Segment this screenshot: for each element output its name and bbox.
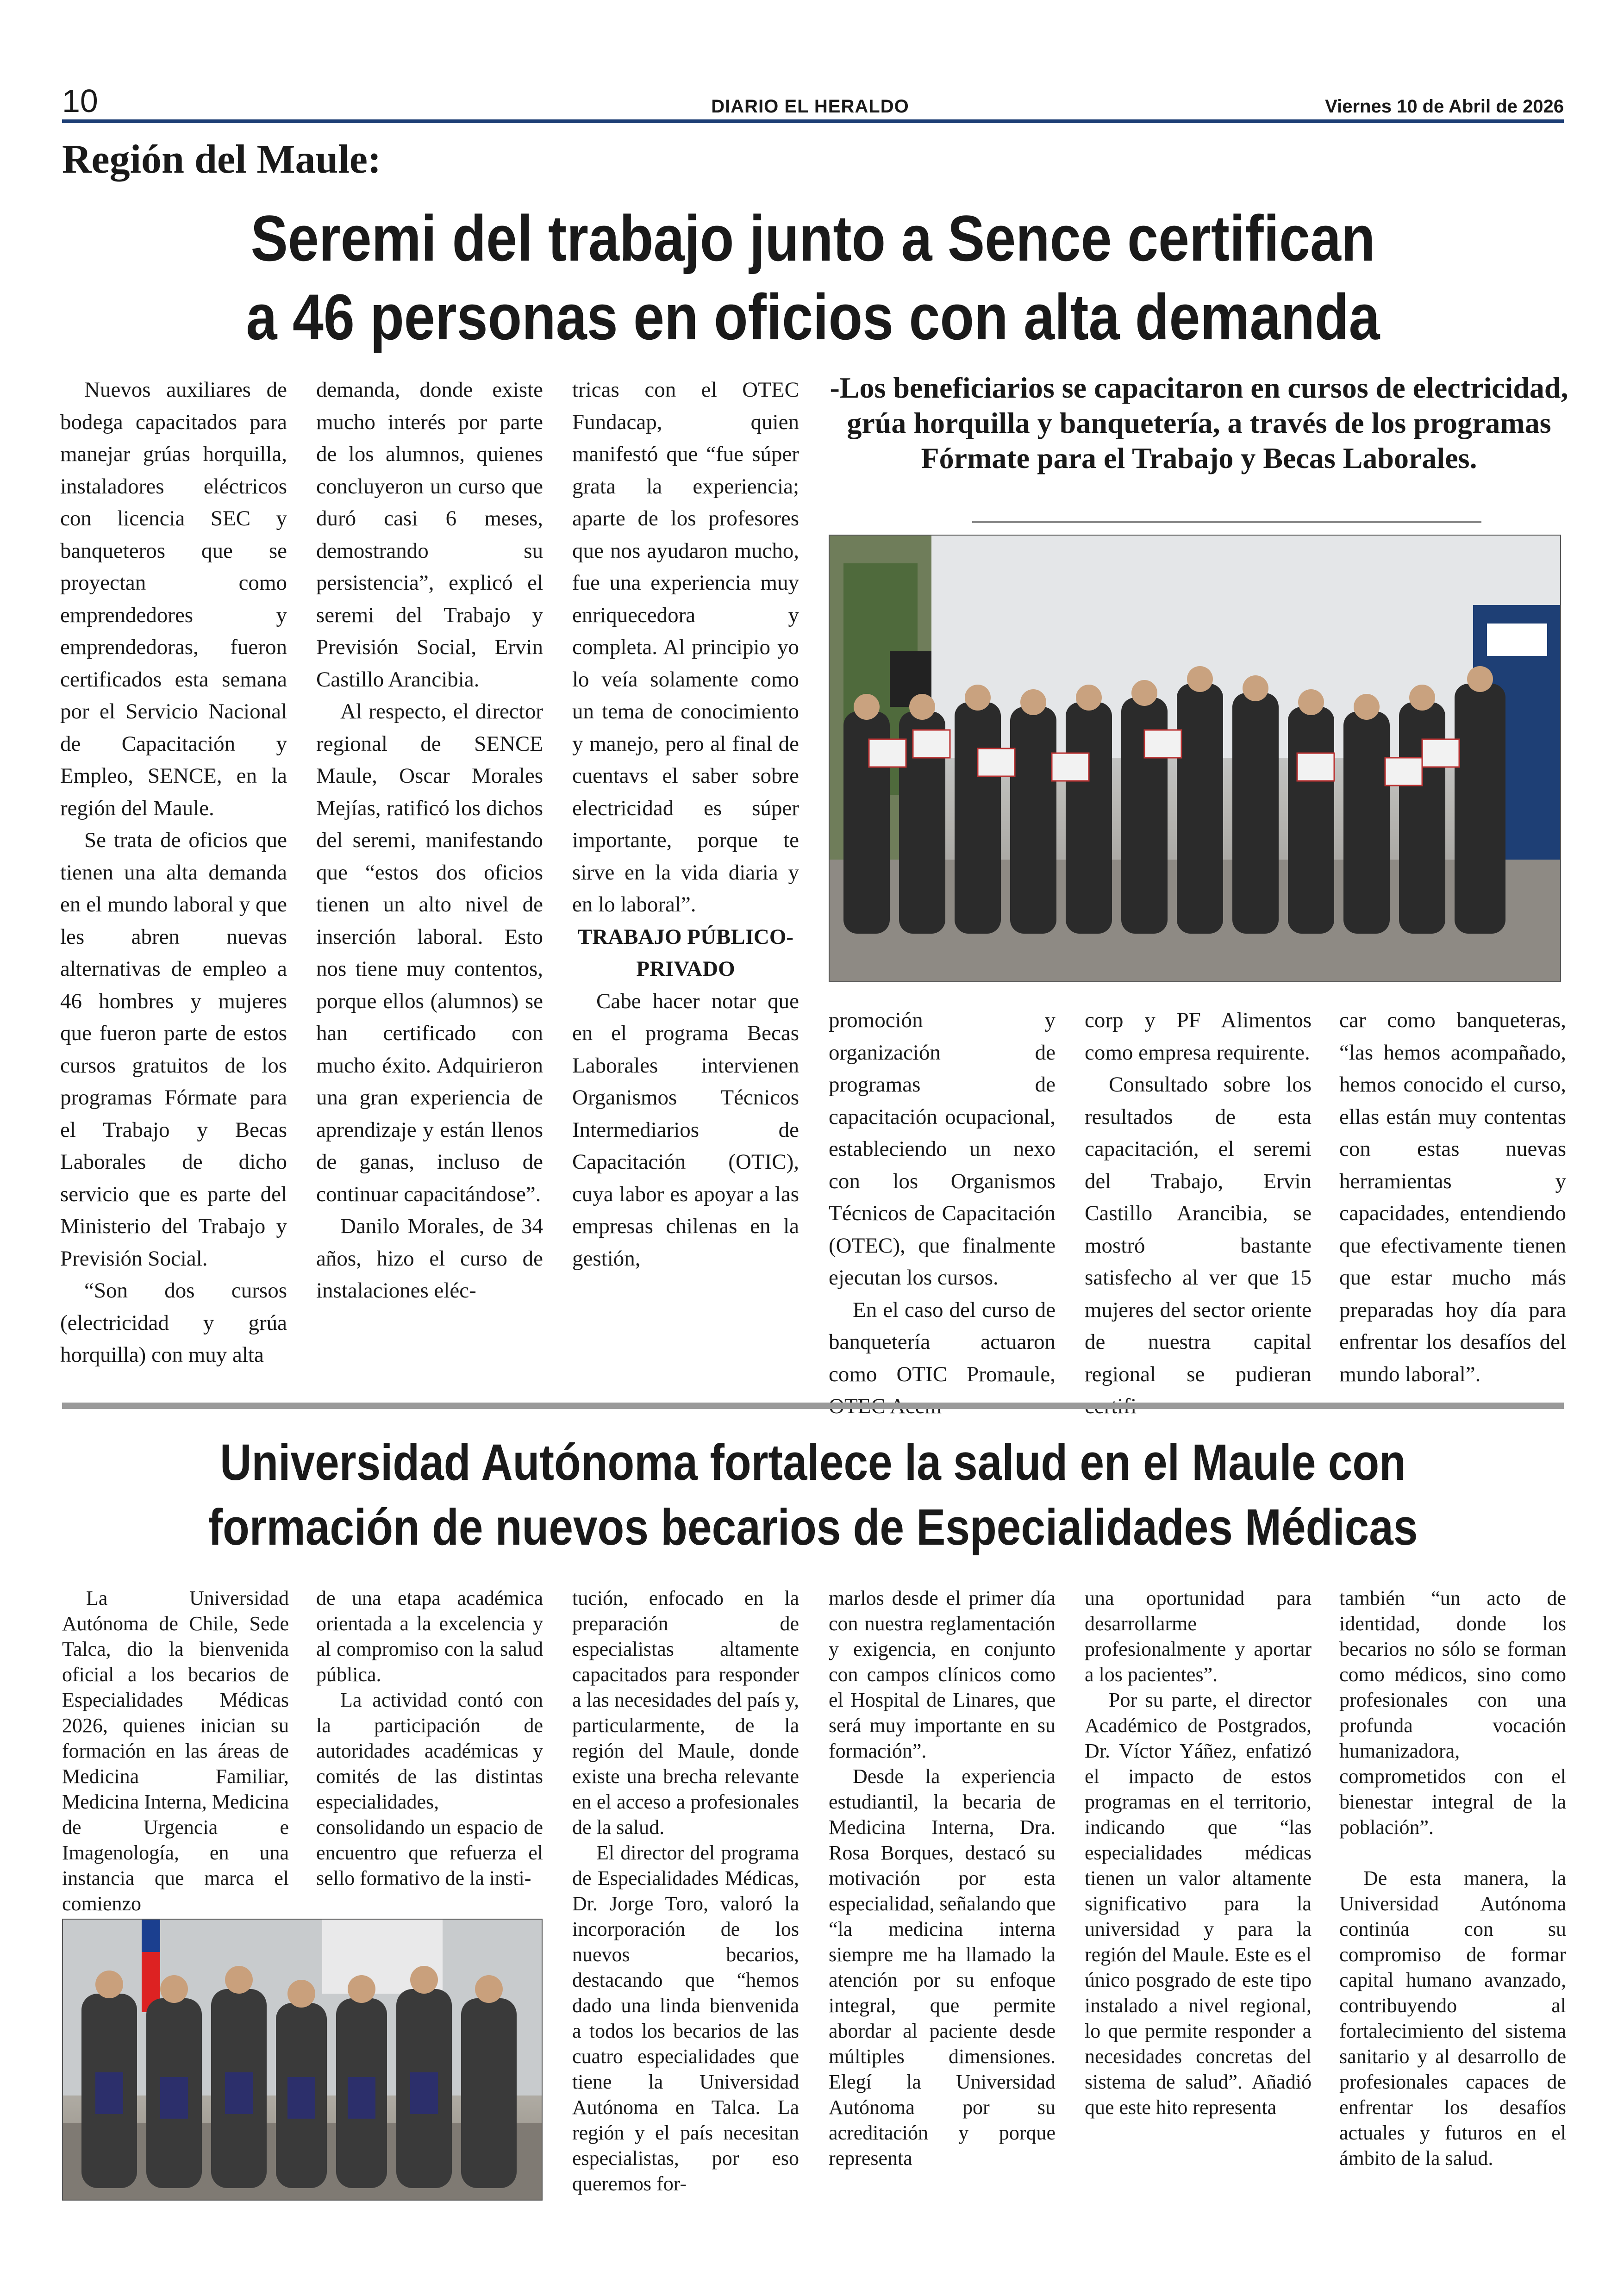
article1-column-6: [1339, 1004, 1566, 1391]
paragraph: La Universidad Autónoma de Chile, Sede Talca, dio la bienvenida oficial a los becarios de Especialidades Médicas 2026, quienes inician su formación en las áreas de Medicina Familiar, Medicina Interna, Medicina de Urgencia e Imagenología, en una instancia que marca el comienzo: [62, 1587, 289, 1915]
paragraph: también “un acto de identidad, donde los becarios no sólo se forman como médicos, sino como profesionales con una profunda vocación humanizadora, comprometidos con el bienestar integral de la población”.: [1339, 1587, 1566, 1839]
paragraph: Por su parte, el director Académico de Postgrados, Dr. Víctor Yáñez, enfatizó el impacto de estos programas en el territorio, indicando que “las especialidades médicas tienen un valor altamente significativo para la universidad y para la región del Maule. Este es el único posgrado de este tipo instalado a nivel regional, lo que permite responder a necesidades concretas del sistema de salud”. Añadió que este hito representa: [1085, 1689, 1312, 2119]
article2-column-6: [1339, 1585, 1566, 2171]
article1-column-4: [829, 1004, 1056, 1423]
article1-column-1: [60, 374, 287, 1372]
graduation-photo: [829, 535, 1561, 982]
article2-column-2: [316, 1585, 543, 1891]
paragraph: marlos desde el primer día con nuestra reglamentación y exigencia, en conjunto con campos clínicos como el Hospital de Linares, que será muy importante en su formación”.: [829, 1587, 1056, 1762]
subheading: TRABAJO PÚBLICO-PRIVADO: [577, 924, 794, 981]
paragraph: Cabe hacer notar que en el programa Becas Laborales intervienen Organismos Técnicos Intermediarios de Capacitación (OTIC), cuya labor es apoyar a las empresas chilenas en la gestión,: [572, 989, 799, 1271]
paragraph: corp y PF Alimentos como empresa requirente.: [1085, 1008, 1312, 1065]
article2-headline-line2: formación de nuevos becarios de Especialidades Médicas: [208, 1499, 1418, 1556]
lede-rule: [972, 521, 1481, 523]
issue-date: Viernes 10 de Abril de 2026: [1325, 96, 1564, 117]
article1-headline-line1: Seremi del trabajo junto a Sence certifican: [250, 202, 1375, 274]
article1-lede: -Los beneficiarios se capacitaron en cursos de electricidad, grúa horquilla y banquetería, a través de los programas Fórmate para el Trabajo y Becas Laborales.: [830, 371, 1568, 474]
paragraph: De esta manera, la Universidad Autónoma continúa con su compromiso de formar capital humano avanzado, contribuyendo al fortalecimiento del sistema sanitario y al desarrollo de profesionales capaces de enfrentar los desafíos actuales y futuros en el ámbito de la salud.: [1339, 1867, 1566, 2170]
paragraph: Desde la experiencia estudiantil, la becaria de Medicina Interna, Dra. Rosa Borques, destacó su motivación por esta especialidad, señalando que “la medicina interna siempre me ha llamado la atención por su enfoque integral, que permite abordar al paciente desde múltiples dimensiones. Elegí la Universidad Autónoma por su acreditación y porque representa: [829, 1765, 1056, 2170]
section-title: Región del Maule:: [62, 137, 381, 182]
article1-column-5: [1085, 1004, 1312, 1423]
article-separator: [62, 1403, 1564, 1409]
paragraph: tricas con el OTEC Fundacap, quien manifestó que “fue súper grata la experiencia; aparte de los profesores que nos ayudaron mucho, fue una experiencia muy enriquecedora y completa. Al principio yo lo veía solamente como un tema de conocimiento y manejo, pero al final de cuentavs el saber sobre electricidad es súper importante, porque te sirve en la vida diaria y en lo laboral”.: [572, 378, 799, 917]
header-rule: [62, 119, 1564, 123]
article1-column-2: [316, 374, 543, 1307]
article2-column-5: [1085, 1585, 1312, 2120]
paragraph: Consultado sobre los resultados de esta capacitación, el seremi del Trabajo, Ervin Castillo Arancibia, se mostró bastante satisfecho al ver que 15 mujeres del sector oriente de nuestra capital regional se pudieran: [1085, 1073, 1312, 1386]
paragraph: En el caso del curso de banquetería actuaron como OTIC Promaule,: [829, 1297, 1056, 1386]
page-number: 10: [62, 83, 98, 119]
article2-column-1: [62, 1585, 289, 1916]
article2-headline-line1: Universidad Autónoma fortalece la salud en el Maule con: [220, 1434, 1406, 1491]
paragraph: de una etapa académica orientada a la excelencia y al compromiso con la salud pública.: [316, 1587, 543, 1686]
article2-headline: [167, 1430, 1459, 1560]
group-photo-icon: [63, 1920, 542, 2200]
paragraph: una oportunidad para desarrollarme profesionalmente y aportar a los pacientes”.: [1085, 1587, 1312, 1686]
paragraph: Danilo Morales, de 34 años, hizo el curso de instalaciones eléc-: [316, 1214, 543, 1303]
paragraph: demanda, donde existe mucho interés por parte de los alumnos, quienes concluyeron un curso que duró casi 6 meses, demostrando su persistencia”, explicó el seremi del Trabajo y Previsión Social, Ervin Castillo Arancibia.: [316, 378, 543, 692]
newspaper-name: DIARIO EL HERALDO: [711, 96, 909, 117]
article1-headline: [167, 199, 1459, 356]
paragraph: promoción y organización de programas de capacitación ocupacional, estableciendo un nexo con los Organismos Técnicos de Capacitación (OTEC), que finalmente ejecutan los cursos.: [829, 1008, 1056, 1290]
paragraph: El director del programa de Especialidades Médicas, Dr. Jorge Toro, valoró la incorporación de los nuevos becarios, destacando que “hemos dado una linda bienvenida a todos los becarios de las cuatro especialidades que tiene la Universidad Autónoma en Talca. La región y el país necesitan especialistas, por eso queremos for-: [572, 1841, 799, 2195]
article1-headline-line2: a 46 personas en oficios con alta demanda: [246, 281, 1380, 353]
paragraph: Al respecto, el director regional de SENCE Maule, Oscar Morales Mejías, ratificó los dichos del seremi, manifestando que “estos dos oficios tienen un alto nivel de inserción laboral. Esto nos tiene muy contentos, porque ellos (alumnos) se han certificado con mucho éxito. Adquirieron una gran experiencia de aprendizaje y están llenos de ganas, incluso de continuar capacitándose”.: [316, 699, 543, 1206]
article1-column-3: [572, 374, 799, 1275]
paragraph: car como banqueteras, “las hemos acompañado, hemos conocido el curso, ellas están muy contentas con estas nuevas herramientas y capacidades, entendiendo que efectivamente tienen que estar mucho más preparadas hoy día para enfrentar los desafíos del mundo laboral”.: [1339, 1008, 1566, 1386]
paragraph: “Son dos cursos (electricidad y grúa horquilla) con muy alta: [60, 1278, 287, 1367]
paragraph: Nuevos auxiliares de bodega capacitados para manejar grúas horquilla, instaladores eléctricos con licencia SEC y banqueteros que se proyectan como emprendedores y emprendedoras, fueron certificados esta semana por el Servicio Nacional de Capacitación y Empleo, SENCE, en la región del Maule.: [60, 378, 287, 820]
group-photo: [62, 1919, 543, 2201]
article2-column-4: [829, 1585, 1056, 2171]
paragraph: tución, enfocado en la preparación de especialistas altamente capacitados para responder a las necesidades del país y, particularmente, de la región del Maule, donde existe una brecha relevante en el acceso a profesionales de la salud.: [572, 1587, 799, 1839]
paragraph: Se trata de oficios que tienen una alta demanda en el mundo laboral y que les abren nuevas alternativas de empleo a 46 hombres y mujeres que fueron parte de estos cursos gratuitos de los programas Fórmate para el Trabajo y Becas Laborales de dicho servicio que es parte del Ministerio del Trabajo y Previsión Social.: [60, 828, 287, 1271]
graduation-photo-icon: [830, 536, 1560, 981]
paragraph: La actividad contó con la participación de autoridades académicas y comités de las distintas especialidades, consolidando un espacio de encuentro que refuerza el sello formativo de la insti-: [316, 1689, 543, 1890]
article2-column-3: [572, 1585, 799, 2196]
